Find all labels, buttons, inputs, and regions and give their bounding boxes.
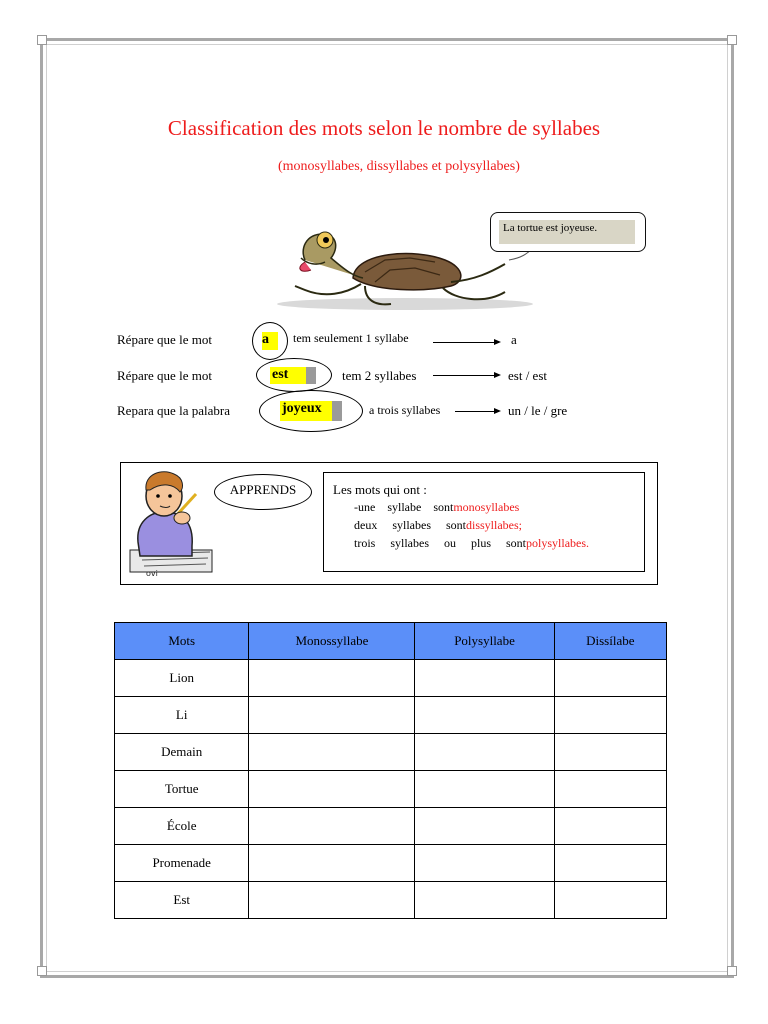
rule-2-word-text: est — [272, 367, 289, 382]
rule-1-word-text: a — [262, 332, 269, 347]
answer-cell[interactable] — [554, 845, 666, 882]
learn-line-1 — [354, 500, 519, 515]
answer-cell[interactable] — [249, 808, 415, 845]
word-cell: Est — [115, 882, 249, 919]
rule-1-arrow — [433, 342, 499, 343]
learn-rules-box — [323, 472, 645, 572]
answer-cell[interactable] — [249, 882, 415, 919]
rule-2-suffix: tem 2 syllabes — [342, 368, 417, 383]
learn-line-1-text: -une syllabe sont — [354, 500, 454, 514]
answer-cell[interactable] — [249, 771, 415, 808]
learn-line-3 — [354, 536, 589, 551]
rule-1-prefix: Répare que le mot — [117, 332, 212, 347]
learn-line-2-text: deux syllabes sont — [354, 518, 466, 532]
rule-3-word — [280, 401, 342, 421]
answer-cell[interactable] — [554, 771, 666, 808]
speech-bubble — [490, 212, 646, 252]
word-cell: Demain — [115, 734, 249, 771]
word-cell: Li — [115, 697, 249, 734]
answer-cell[interactable] — [415, 808, 554, 845]
learn-line-3-text: trois syllabes ou plus sont — [354, 536, 527, 550]
answer-cell[interactable] — [554, 882, 666, 919]
student-illustration — [126, 466, 218, 580]
table-row — [115, 734, 667, 771]
svg-text:ovi: ovi — [146, 569, 158, 578]
rule-1-result: a — [511, 332, 517, 347]
learn-line-2-red: dissyllabes; — [466, 518, 522, 532]
learn-heading: Les mots qui ont : — [333, 482, 427, 497]
table-row — [115, 660, 667, 697]
rule-3-arrow — [455, 411, 499, 412]
answer-cell[interactable] — [249, 845, 415, 882]
word-cell: Tortue — [115, 771, 249, 808]
classification-table — [114, 622, 667, 919]
header-polysyllabe: Polysyllabe — [415, 623, 554, 660]
learn-line-2 — [354, 518, 522, 533]
rule-3-word-text: joyeux — [282, 401, 322, 416]
answer-cell[interactable] — [249, 660, 415, 697]
rule-3-result: un / le / gre — [508, 403, 568, 418]
answer-cell[interactable] — [554, 660, 666, 697]
border-corner — [37, 35, 47, 45]
header-mots: Mots — [115, 623, 249, 660]
rule-1-suffix: tem seulement 1 syllabe — [293, 331, 409, 345]
table-row — [115, 882, 667, 919]
table-row — [115, 808, 667, 845]
rule-2-prefix: Répare que le mot — [117, 368, 212, 383]
answer-cell[interactable] — [554, 697, 666, 734]
border-corner — [727, 35, 737, 45]
answer-cell[interactable] — [415, 882, 554, 919]
rule-2-arrow — [433, 375, 499, 376]
answer-cell[interactable] — [554, 734, 666, 771]
page-title: Classification des mots selon le nombre de syllabes — [167, 116, 601, 140]
answer-cell[interactable] — [415, 697, 554, 734]
table-row — [115, 771, 667, 808]
answer-cell[interactable] — [415, 660, 554, 697]
word-cell: École — [115, 808, 249, 845]
border-corner — [727, 966, 737, 976]
answer-cell[interactable] — [415, 845, 554, 882]
word-cell: Lion — [115, 660, 249, 697]
rule-2-word — [270, 367, 316, 384]
speech-bubble-text: La tortue est joyeuse. — [499, 220, 635, 244]
rule-3-suffix: a trois syllabes — [369, 403, 441, 417]
answer-cell[interactable] — [554, 808, 666, 845]
rule-3-prefix: Repara que la palabra — [117, 403, 230, 418]
header-dissilabe: Dissílabe — [554, 623, 666, 660]
table-header-row — [115, 623, 667, 660]
answer-cell[interactable] — [415, 771, 554, 808]
answer-cell[interactable] — [249, 734, 415, 771]
border-corner — [37, 966, 47, 976]
learn-line-3-red: polysyllabes. — [526, 536, 590, 550]
answer-cell[interactable] — [415, 734, 554, 771]
rule-2-result: est / est — [508, 368, 547, 383]
header-monossyllabe: Monossyllabe — [249, 623, 415, 660]
page-subtitle: (monosyllabes, dissyllabes et polysyllabes) — [278, 159, 520, 174]
answer-cell[interactable] — [249, 697, 415, 734]
learn-line-1-red: monosyllabes — [453, 500, 520, 514]
word-cell: Promenade — [115, 845, 249, 882]
apprends-callout: APPRENDS — [214, 474, 312, 510]
rule-1-word — [262, 332, 278, 350]
table-row — [115, 845, 667, 882]
table-row — [115, 697, 667, 734]
